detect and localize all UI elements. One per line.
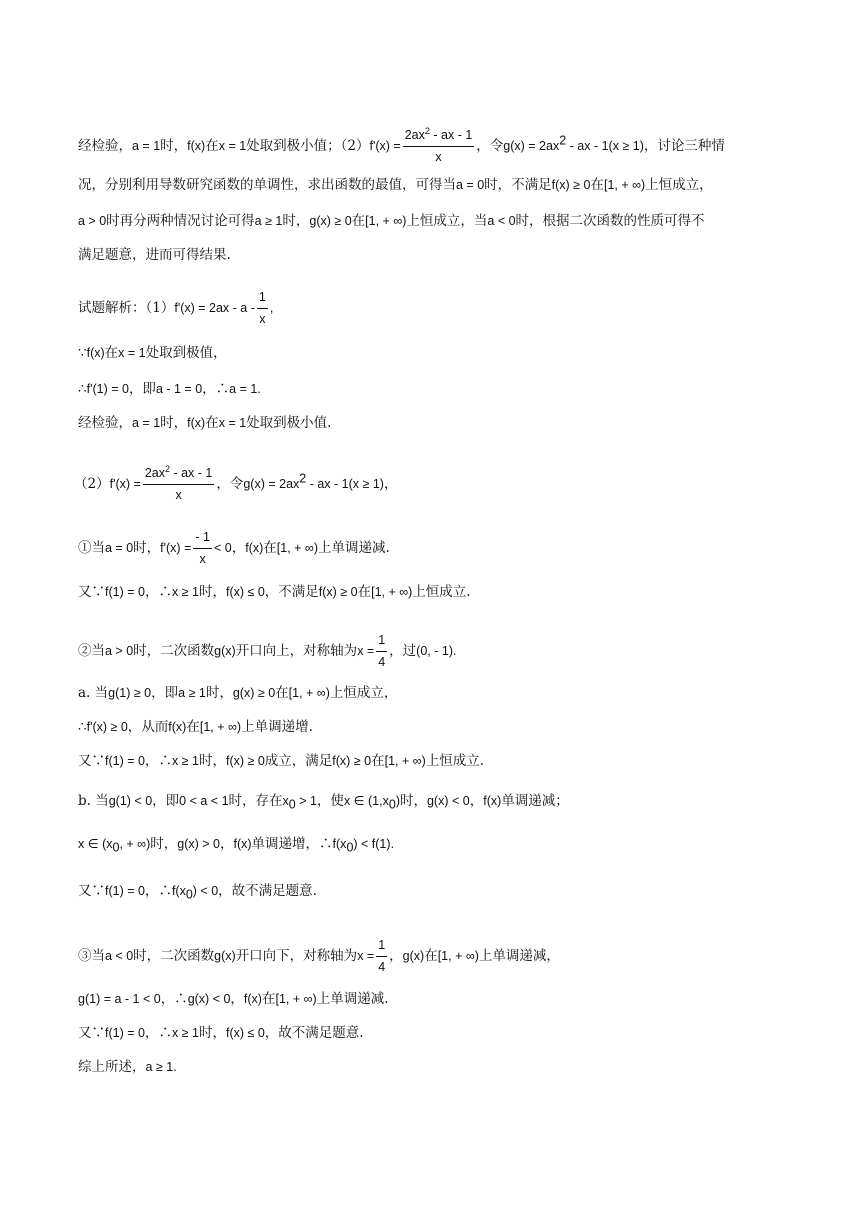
math: f'(x) =: [160, 541, 192, 555]
text-line-15: [78, 752, 484, 770]
text: ，从而: [127, 719, 169, 735]
text-line-19: [78, 938, 560, 975]
text: 单调递减；: [501, 793, 569, 809]
fraction-numerator: 1: [376, 633, 387, 652]
math: f(x) ≥ 0: [318, 585, 358, 599]
fraction-denominator: x: [199, 552, 206, 566]
text: 在: [357, 584, 372, 600]
math: x ≥ 1: [171, 754, 199, 768]
math: g(x): [214, 949, 236, 963]
math: x ≥ 1: [171, 1026, 199, 1040]
math: f(x): [233, 837, 252, 851]
text: 时，存在: [228, 793, 283, 809]
math: .: [390, 837, 395, 851]
text-line-17: [78, 835, 394, 853]
math: 2ax: [404, 128, 425, 142]
text: ，即: [128, 381, 156, 397]
text-line-9: [74, 463, 398, 503]
math: a > 0: [78, 214, 107, 228]
math: 2ax: [144, 466, 165, 480]
math: - ax - 1: [169, 466, 213, 480]
math: [1, + ∞): [276, 541, 318, 555]
subscript: 0: [288, 797, 296, 812]
text: 上单调递减，: [478, 948, 560, 964]
text: 时，: [198, 1025, 226, 1041]
text: ，: [389, 948, 403, 964]
text: ，: [469, 793, 484, 809]
text: 时，: [160, 138, 188, 154]
text-line-18: [78, 882, 317, 900]
math: f(x) ≥ 0: [225, 754, 265, 768]
text: ，: [231, 540, 246, 556]
text: 在: [104, 345, 119, 361]
text: ，使: [316, 793, 344, 809]
math: x = 1: [218, 139, 247, 153]
math: f'(x) = 2ax - a -: [174, 301, 255, 315]
math: a = 1: [132, 416, 161, 430]
text: ，不满足: [264, 584, 319, 600]
math: [1, + ∞): [371, 585, 413, 599]
math: f(x): [86, 346, 105, 360]
math: ): [395, 794, 400, 808]
subscript: 0: [346, 840, 354, 855]
fraction-denominator: 4: [378, 655, 386, 669]
text-line-13: [78, 684, 397, 702]
math: < 0: [213, 541, 232, 555]
math: [1, + ∞): [275, 992, 317, 1006]
math: f(x) ≥ 0: [551, 178, 591, 192]
math: a - 1 = 0: [155, 382, 203, 396]
text-line-2: [78, 176, 713, 194]
math: x =: [357, 644, 375, 658]
text-line-4: [78, 246, 231, 264]
text: 在: [351, 213, 366, 229]
text-line-8: [78, 414, 331, 432]
math: x ∈ (x: [78, 837, 113, 851]
math: .: [257, 382, 261, 396]
math: f(x): [243, 992, 262, 1006]
text: 时，: [282, 213, 310, 229]
fraction-denominator: x: [259, 312, 266, 326]
superscript: 2: [559, 133, 567, 148]
math: g(x) ≥ 0: [232, 686, 276, 700]
text: 在: [205, 138, 219, 154]
math: .: [452, 644, 457, 658]
math: [1, + ∞): [288, 686, 330, 700]
math: .: [173, 1060, 177, 1074]
text: ③当: [78, 948, 105, 964]
text: ，: [383, 476, 398, 492]
math: x: [282, 794, 289, 808]
math: g(x) < 0: [187, 992, 231, 1006]
text: ，即: [151, 685, 179, 701]
fraction-denominator: x: [175, 488, 182, 502]
text-line-7: [78, 380, 261, 398]
fraction-numerator: - 1: [193, 530, 212, 549]
math: - ax - 1(x ≥ 1): [566, 139, 644, 153]
text: 上单调递减.: [317, 540, 390, 556]
text: 又∵: [78, 883, 105, 899]
text: 时，: [198, 584, 226, 600]
text: 单调递增，∴: [251, 836, 333, 852]
fraction: [257, 290, 268, 327]
fraction-numerator: 1: [376, 938, 387, 957]
text: 处取到极小值.: [246, 415, 332, 431]
text: 在: [263, 540, 277, 556]
math: g(x) < 0: [426, 794, 470, 808]
subscript: 0: [388, 797, 396, 812]
math: 0 < a < 1: [179, 794, 229, 808]
subscript: 0: [185, 887, 193, 902]
text: 在: [186, 719, 200, 735]
math: ) < 0: [192, 884, 219, 898]
math: a = 0: [105, 541, 134, 555]
superscript: 2: [299, 471, 307, 486]
math: a ≥ 1: [254, 214, 283, 228]
math: f'(1) = 0: [86, 382, 129, 396]
math: [1, + ∞): [384, 754, 426, 768]
math: [1, + ∞): [603, 178, 646, 192]
text: 况，分别利用导数研究函数的单调性，求出函数的最值，可得当: [78, 177, 456, 193]
text: 经检验，: [78, 138, 132, 154]
math: g(1) < 0: [108, 794, 153, 808]
math: a < 0: [105, 949, 134, 963]
subscript: 0: [112, 840, 120, 855]
text: 时，: [205, 685, 233, 701]
math: a > 0: [105, 644, 134, 658]
text-line-1: [78, 125, 725, 165]
math: [1, + ∞): [199, 720, 242, 734]
text: 开口向下，对称轴为: [235, 948, 358, 964]
text: 又∵: [78, 584, 105, 600]
math: [1, + ∞): [365, 214, 407, 228]
fraction: [193, 530, 212, 567]
math: g(1) = a - 1 < 0: [78, 992, 161, 1006]
text: ，∴: [144, 753, 172, 769]
text-line-6: [78, 344, 227, 362]
text: ②当: [78, 643, 105, 659]
text: 满足题意，进而可得结果.: [78, 247, 231, 263]
math: [1, + ∞): [437, 949, 479, 963]
superscript: 2: [164, 463, 170, 474]
text: ，: [219, 836, 234, 852]
math: f(x): [245, 541, 264, 555]
text-line-5: [78, 290, 273, 327]
math: g(x) > 0: [177, 837, 220, 851]
text: 综上所述，: [78, 1059, 146, 1075]
math: f(x) ≥ 0: [332, 754, 372, 768]
math: g(x) = 2ax: [503, 139, 560, 153]
text: ，令: [216, 476, 244, 492]
math: a < 0: [487, 214, 516, 228]
fraction-numerator: [403, 125, 475, 147]
text: 处取到极小值；（2）: [246, 138, 370, 154]
text-line-10: [78, 530, 390, 567]
math: f(1) = 0: [105, 585, 145, 599]
text: b. 当: [78, 793, 109, 809]
text: ∴: [78, 719, 87, 735]
text: 试题解析：（1）: [78, 300, 175, 316]
text: 又∵: [78, 753, 105, 769]
text: 时，: [198, 753, 226, 769]
text: ①当: [78, 540, 105, 556]
math: f(x) ≤ 0: [225, 1026, 265, 1040]
text: 时，: [399, 793, 427, 809]
text-line-14: [78, 718, 313, 736]
text-line-11: [78, 583, 471, 601]
math: x = 1: [218, 416, 247, 430]
text-line-16: [78, 792, 569, 810]
text: 时，根据二次函数的性质可得不: [515, 213, 705, 229]
text: 上恒成立，: [329, 685, 398, 701]
text: ，令: [476, 138, 504, 154]
math: - ax - 1: [429, 128, 473, 142]
text: ∴: [78, 381, 87, 397]
text: ∵: [78, 345, 87, 361]
text: 上单调递减.: [316, 991, 389, 1007]
text-line-12: [78, 633, 456, 670]
text: 时，: [150, 836, 178, 852]
math: - ax - 1(x ≥ 1): [306, 477, 384, 491]
text: 在: [371, 753, 385, 769]
fraction-numerator: [143, 463, 215, 485]
math: f'(x) ≥ 0: [86, 720, 128, 734]
text: ，过: [389, 643, 417, 659]
math: f(1) = 0: [105, 754, 145, 768]
text: ，∴: [144, 883, 172, 899]
text: ，∴: [144, 584, 172, 600]
text: 在: [590, 177, 604, 193]
text: ，∴: [202, 381, 230, 397]
text: ，∴: [160, 991, 188, 1007]
math: a ≥ 1: [145, 1060, 174, 1074]
text: 在: [275, 685, 289, 701]
math: f(x): [187, 139, 206, 153]
text: ，即: [152, 793, 180, 809]
math: x = 1: [118, 346, 146, 360]
text-line-3: [78, 212, 705, 230]
math: g(x): [214, 644, 236, 658]
text: 时，二次函数: [133, 948, 215, 964]
text: 时，: [133, 540, 161, 556]
text: ，讨论三种情: [643, 138, 725, 154]
fraction: [403, 125, 475, 165]
text: ，故不满足题意.: [264, 1025, 364, 1041]
math: g(x) ≥ 0: [309, 214, 352, 228]
fraction: [376, 938, 387, 975]
math: ) < f(1): [353, 837, 391, 851]
math: f(1) = 0: [105, 884, 145, 898]
math: a = 1: [229, 382, 258, 396]
fraction: [376, 633, 387, 670]
text: 在: [424, 948, 438, 964]
text: （2）: [74, 476, 110, 492]
text: 上恒成立，: [645, 177, 713, 193]
text: ，: [230, 991, 244, 1007]
math: f(x: [332, 837, 347, 851]
math: g(x) = 2ax: [243, 477, 300, 491]
text: ，故不满足题意.: [218, 883, 317, 899]
text: ，∴: [144, 1025, 172, 1041]
math: f(x): [483, 794, 502, 808]
fraction-denominator: 4: [378, 960, 386, 974]
math: f(x): [187, 416, 206, 430]
text: 时，二次函数: [133, 643, 215, 659]
text: 在: [261, 991, 276, 1007]
text-line-22: [78, 1058, 177, 1076]
superscript: 2: [424, 125, 430, 136]
text: 上恒成立.: [425, 753, 485, 769]
text: 成立，满足: [264, 753, 333, 769]
math: f(x): [168, 720, 187, 734]
math: x ≥ 1: [171, 585, 199, 599]
text: 时再分两种情况讨论可得: [106, 213, 255, 229]
math: a ≥ 1: [178, 686, 206, 700]
fraction-numerator: 1: [257, 290, 268, 309]
math: f(x) ≤ 0: [225, 585, 265, 599]
math: f'(x) =: [109, 477, 141, 491]
fraction: [143, 463, 215, 503]
text: 在: [205, 415, 219, 431]
math: g(x): [402, 949, 425, 963]
math: , + ∞): [119, 837, 151, 851]
math: ,: [269, 301, 274, 315]
math: a = 1: [132, 139, 161, 153]
text: 经检验，: [78, 415, 132, 431]
text: a. 当: [78, 685, 109, 701]
text-line-20: [78, 990, 389, 1008]
math: > 1: [295, 794, 317, 808]
math: f(1) = 0: [105, 1026, 145, 1040]
text: 上恒成立.: [412, 584, 471, 600]
text: 时，不满足: [484, 177, 552, 193]
text-line-21: [78, 1024, 364, 1042]
text: 上单调递增.: [241, 719, 313, 735]
text: 时，: [160, 415, 188, 431]
math: f(x: [171, 884, 186, 898]
math: x =: [357, 949, 375, 963]
text: 处取到极值，: [145, 345, 227, 361]
math: x ∈ (1,x: [343, 794, 389, 808]
text: 又∵: [78, 1025, 105, 1041]
text: 开口向上，对称轴为: [235, 643, 358, 659]
math: f'(x) =: [369, 139, 401, 153]
math: g(1) ≥ 0: [108, 686, 152, 700]
math: (0, - 1): [416, 644, 453, 658]
text: 上恒成立，当: [406, 213, 488, 229]
fraction-denominator: x: [435, 150, 442, 164]
math: a = 0: [456, 178, 485, 192]
